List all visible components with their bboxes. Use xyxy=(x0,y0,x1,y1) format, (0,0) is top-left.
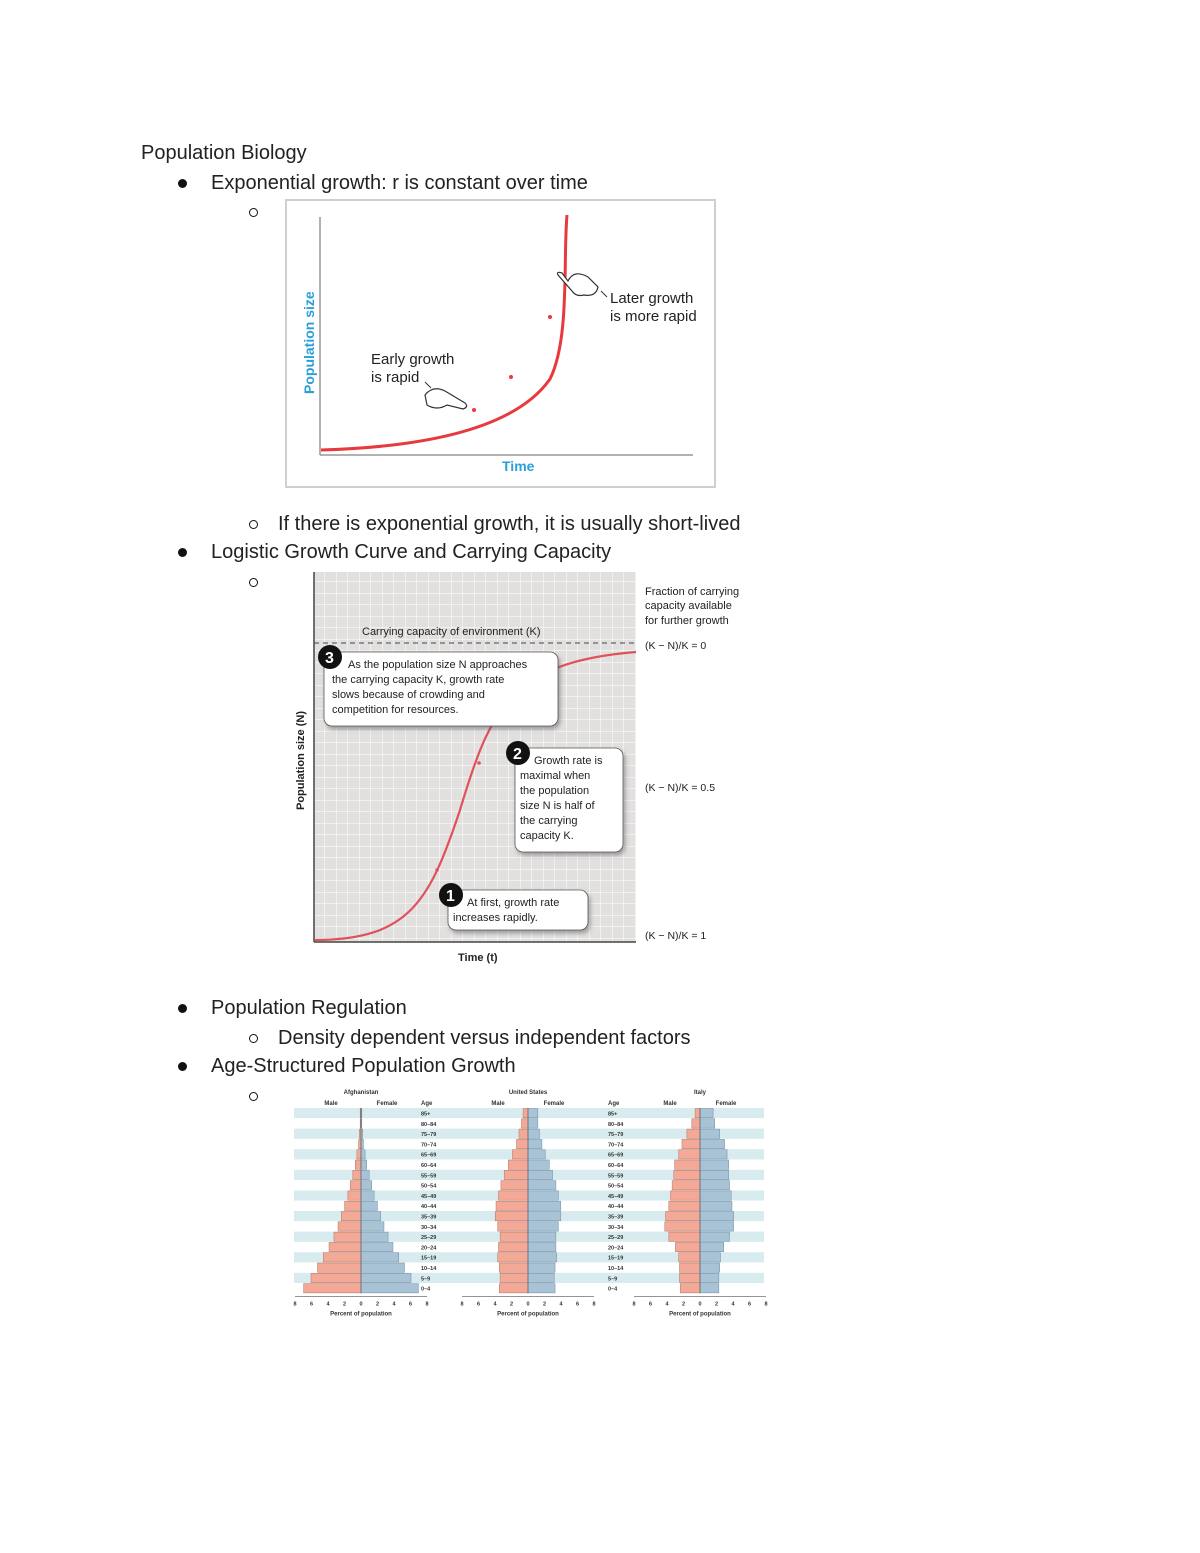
age-group-label: 5–9 xyxy=(608,1276,618,1283)
female-bar xyxy=(361,1242,393,1251)
age-group-label: 55–59 xyxy=(421,1173,437,1180)
sub-bullet-circle-icon xyxy=(249,520,258,529)
pyramid-x-tick-label: 4 xyxy=(392,1301,396,1308)
female-bar xyxy=(700,1232,730,1241)
callout-box-3 xyxy=(318,645,558,726)
female-bar xyxy=(700,1119,715,1128)
male-bar xyxy=(521,1119,528,1128)
female-bar xyxy=(361,1222,384,1231)
male-bar xyxy=(501,1181,528,1190)
male-bar xyxy=(695,1109,700,1118)
female-bar xyxy=(528,1160,549,1169)
age-group-label: 15–19 xyxy=(608,1255,624,1262)
male-bar xyxy=(323,1253,361,1262)
exponential-growth-figure xyxy=(285,199,717,489)
bullet-regulation xyxy=(178,997,407,1020)
age-group-label: 35–39 xyxy=(421,1214,437,1221)
age-group-label: 45–49 xyxy=(421,1193,437,1200)
sub-bullet-short-lived xyxy=(249,513,740,536)
male-bar xyxy=(512,1150,528,1159)
pyramid-x-tick-label: 0 xyxy=(698,1301,702,1308)
female-bar xyxy=(528,1150,545,1159)
callout-3-line1: As the population size N approaches xyxy=(348,659,528,671)
age-group-label: 70–74 xyxy=(608,1142,624,1149)
male-bar xyxy=(669,1201,700,1210)
male-bar xyxy=(348,1191,361,1200)
age-group-label: 40–44 xyxy=(608,1204,624,1211)
pyramid-x-axis-label: Percent of population xyxy=(497,1311,559,1318)
pyramid-x-tick-label: 4 xyxy=(493,1301,497,1308)
female-bar xyxy=(528,1273,554,1282)
pyramid-x-tick-label: 2 xyxy=(681,1301,686,1308)
male-bar xyxy=(679,1253,700,1262)
fraction-label-05: (K − N)/K = 0.5 xyxy=(645,782,716,794)
female-bar xyxy=(528,1181,556,1190)
step-1-number: 1 xyxy=(446,888,455,905)
female-bar xyxy=(700,1273,719,1282)
female-bar xyxy=(528,1284,555,1293)
callout-2-line1: Growth rate is xyxy=(534,755,603,767)
male-bar xyxy=(334,1232,361,1241)
female-bar xyxy=(528,1170,553,1179)
y-axis-label: Population size xyxy=(301,291,317,394)
age-group-label: 30–34 xyxy=(608,1224,624,1231)
page-title: Population Biology xyxy=(141,142,307,164)
pyramid-x-tick-label: 0 xyxy=(359,1301,363,1308)
callout-3-line3: slows because of crowding and xyxy=(332,689,485,701)
female-bar xyxy=(700,1253,721,1262)
x-axis-label: Time xyxy=(502,458,535,474)
male-bar xyxy=(311,1273,361,1282)
age-group-label: 15–19 xyxy=(421,1255,437,1262)
bullet-dot-icon xyxy=(178,179,187,188)
figure-frame xyxy=(286,200,715,487)
male-bar xyxy=(682,1139,700,1148)
callout-1-line1: At first, growth rate xyxy=(467,897,560,909)
female-bar xyxy=(361,1150,365,1159)
sub-bullet-circle-icon xyxy=(249,1092,258,1101)
step-2-number: 2 xyxy=(513,746,522,763)
female-bar xyxy=(700,1160,729,1169)
age-group-label: 5–9 xyxy=(421,1276,431,1283)
fraction-label-0: (K − N)/K = 0 xyxy=(645,640,707,652)
callout-3-line4: competition for resources. xyxy=(332,704,459,716)
sub-bullet-circle-icon xyxy=(249,578,258,587)
bullet-dot-icon xyxy=(178,1004,187,1013)
age-group-label: 85+ xyxy=(421,1111,431,1118)
male-label: Male xyxy=(324,1101,338,1107)
age-group-label: 55–59 xyxy=(608,1173,624,1180)
male-bar xyxy=(680,1284,700,1293)
female-bar xyxy=(700,1150,727,1159)
callout-box-2 xyxy=(506,741,623,852)
male-bar xyxy=(498,1222,528,1231)
male-bar xyxy=(674,1170,700,1179)
female-bar xyxy=(528,1232,556,1241)
female-bar xyxy=(700,1139,725,1148)
male-bar xyxy=(495,1212,528,1221)
right-header-line2: capacity available xyxy=(645,600,732,612)
bullet-text: Logistic Growth Curve and Carrying Capacity xyxy=(211,541,612,563)
bullet-text: Age-Structured Population Growth xyxy=(211,1055,516,1077)
pyramid-x-tick-label: 2 xyxy=(509,1301,514,1308)
male-bar xyxy=(500,1232,528,1241)
curve-marker xyxy=(548,315,552,319)
age-group-label: 65–69 xyxy=(421,1152,437,1159)
callout-1-line2: increases rapidly. xyxy=(453,912,538,924)
age-group-label: 80–84 xyxy=(608,1121,624,1128)
annotation-later-line2: is more rapid xyxy=(610,308,697,325)
pyramid-x-axis-label: Percent of population xyxy=(669,1311,731,1318)
male-label: Male xyxy=(663,1101,677,1107)
female-bar xyxy=(700,1284,719,1293)
age-group-label: 80–84 xyxy=(421,1121,437,1128)
age-group-label: 50–54 xyxy=(608,1183,624,1190)
male-bar xyxy=(359,1139,361,1148)
age-group-label: 60–64 xyxy=(608,1163,624,1169)
bullet-text: Density dependent versus independent factors xyxy=(278,1027,691,1049)
male-bar xyxy=(353,1170,361,1179)
male-bar xyxy=(519,1129,528,1138)
logistic-growth-figure xyxy=(290,570,770,970)
carrying-capacity-label: Carrying capacity of environment (K) xyxy=(362,626,541,638)
male-bar xyxy=(338,1222,361,1231)
callout-2-line3: the population xyxy=(520,785,590,797)
pyramid-x-tick-label: 0 xyxy=(526,1301,530,1308)
bullet-dot-icon xyxy=(178,1062,187,1071)
pyramid-x-tick-label: 8 xyxy=(592,1301,596,1308)
bullet-age-structured xyxy=(178,1055,516,1078)
pyramid-title: Italy xyxy=(693,1090,707,1096)
male-bar xyxy=(341,1212,361,1221)
age-group-label: 30–34 xyxy=(421,1224,437,1231)
female-bar xyxy=(700,1129,720,1138)
pyramid-x-tick-label: 8 xyxy=(632,1301,636,1308)
annotation-early-line2: is rapid xyxy=(371,369,420,386)
female-bar xyxy=(528,1242,556,1251)
pyramid-x-tick-label: 4 xyxy=(326,1301,330,1308)
male-bar xyxy=(498,1253,528,1262)
sub-bullet-density xyxy=(249,1027,691,1050)
pyramid-x-tick-label: 6 xyxy=(408,1301,413,1308)
male-bar xyxy=(670,1191,700,1200)
age-group-label: 25–29 xyxy=(608,1235,624,1242)
callout-2-line6: capacity K. xyxy=(520,830,574,842)
female-bar xyxy=(528,1263,555,1272)
female-bar xyxy=(700,1191,731,1200)
pyramid-title: United States xyxy=(508,1090,548,1096)
female-bar xyxy=(361,1284,418,1293)
pyramid-x-tick-label: 6 xyxy=(747,1301,752,1308)
female-bar xyxy=(361,1139,363,1148)
female-bar xyxy=(361,1263,404,1272)
annotation-later-line1: Later growth xyxy=(610,290,694,307)
male-bar xyxy=(345,1201,361,1210)
age-group-label: 85+ xyxy=(608,1111,618,1118)
pyramid-x-tick-label: 2 xyxy=(342,1301,347,1308)
age-group-label: 0–4 xyxy=(421,1286,431,1293)
female-label: Female xyxy=(715,1101,737,1107)
male-bar xyxy=(675,1242,700,1251)
pyramid-x-tick-label: 8 xyxy=(425,1301,429,1308)
pyramid-x-tick-label: 2 xyxy=(714,1301,719,1308)
callout-2-line2: maximal when xyxy=(520,770,591,782)
female-bar xyxy=(361,1273,411,1282)
female-bar xyxy=(361,1201,377,1210)
male-bar xyxy=(508,1160,528,1169)
pyramid-x-tick-label: 4 xyxy=(731,1301,735,1308)
age-group-label: 35–39 xyxy=(608,1214,624,1221)
female-bar xyxy=(700,1170,729,1179)
female-bar xyxy=(528,1201,561,1210)
age-column-header: Age xyxy=(608,1101,620,1107)
bullet-exponential xyxy=(178,172,588,195)
male-bar xyxy=(499,1284,528,1293)
pyramid-x-tick-label: 8 xyxy=(460,1301,464,1308)
male-bar xyxy=(680,1263,701,1272)
right-header-line3: for further growth xyxy=(645,615,729,627)
age-group-label: 20–24 xyxy=(608,1245,624,1252)
curve-marker xyxy=(435,868,439,872)
step-3-number: 3 xyxy=(325,650,334,667)
female-bar xyxy=(528,1212,561,1221)
sub-bullet-circle-icon xyxy=(249,1034,258,1043)
male-bar xyxy=(680,1273,701,1282)
male-label: Male xyxy=(491,1101,505,1107)
pyramid-x-tick-label: 4 xyxy=(559,1301,563,1308)
male-bar xyxy=(496,1201,528,1210)
female-bar xyxy=(700,1242,724,1251)
pyramid-x-tick-label: 2 xyxy=(542,1301,547,1308)
male-bar xyxy=(304,1284,361,1293)
male-bar xyxy=(517,1139,528,1148)
female-bar xyxy=(528,1129,539,1138)
pyramid-x-tick-label: 6 xyxy=(648,1301,653,1308)
female-bar xyxy=(361,1212,381,1221)
female-bar xyxy=(361,1191,374,1200)
pyramid-x-tick-label: 4 xyxy=(665,1301,669,1308)
male-bar xyxy=(357,1150,361,1159)
pyramid-title: Afghanistan xyxy=(343,1090,379,1096)
female-bar xyxy=(700,1201,732,1210)
pyramid-x-tick-label: 6 xyxy=(476,1301,481,1308)
female-bar xyxy=(528,1253,557,1262)
male-bar xyxy=(329,1242,361,1251)
age-group-label: 10–14 xyxy=(421,1266,437,1272)
age-group-label: 45–49 xyxy=(608,1193,624,1200)
female-label: Female xyxy=(543,1101,565,1107)
curve-marker xyxy=(477,761,481,765)
age-group-label: 40–44 xyxy=(421,1204,437,1211)
male-bar xyxy=(692,1119,700,1128)
female-bar xyxy=(700,1181,730,1190)
male-bar xyxy=(687,1129,700,1138)
pyramid-x-tick-label: 8 xyxy=(293,1301,297,1308)
female-bar xyxy=(528,1109,538,1118)
curve-marker xyxy=(472,408,476,412)
age-group-label: 0–4 xyxy=(608,1286,618,1293)
bullet-logistic xyxy=(178,541,611,564)
age-group-label: 20–24 xyxy=(421,1245,437,1252)
male-bar xyxy=(355,1160,361,1169)
age-group-label: 60–64 xyxy=(421,1163,437,1169)
fraction-label-1: (K − N)/K = 1 xyxy=(645,930,707,942)
female-bar xyxy=(361,1181,372,1190)
callout-2-line4: size N is half of xyxy=(520,800,595,812)
y-axis-label: Population size (N) xyxy=(295,711,307,810)
age-group-label: 65–69 xyxy=(608,1152,624,1159)
male-bar xyxy=(498,1242,528,1251)
callout-3-line2: the carrying capacity K, growth rate xyxy=(332,674,505,686)
x-axis-label: Time (t) xyxy=(458,952,498,964)
male-bar xyxy=(665,1222,700,1231)
pyramid-x-tick-label: 2 xyxy=(375,1301,380,1308)
male-bar xyxy=(669,1232,700,1241)
pyramid-x-tick-label: 6 xyxy=(575,1301,580,1308)
age-pyramids-figure xyxy=(290,1086,770,1326)
sub-bullet-circle-icon xyxy=(249,208,258,217)
female-bar xyxy=(700,1212,734,1221)
curve-marker xyxy=(509,375,513,379)
male-bar xyxy=(523,1109,528,1118)
age-group-label: 50–54 xyxy=(421,1183,437,1190)
female-bar xyxy=(361,1170,369,1179)
age-column-header: Age xyxy=(421,1101,433,1107)
pyramid-x-tick-label: 8 xyxy=(764,1301,768,1308)
age-group-label: 75–79 xyxy=(608,1132,624,1139)
male-bar xyxy=(498,1191,528,1200)
pyramid-x-tick-label: 6 xyxy=(309,1301,314,1308)
bullet-text: Exponential growth: r is constant over time xyxy=(211,172,588,194)
female-bar xyxy=(361,1160,367,1169)
age-group-label: 75–79 xyxy=(421,1132,437,1139)
male-bar xyxy=(672,1181,700,1190)
female-label: Female xyxy=(376,1101,398,1107)
age-group-label: 70–74 xyxy=(421,1142,437,1149)
age-group-label: 10–14 xyxy=(608,1266,624,1272)
male-bar xyxy=(675,1160,700,1169)
female-bar xyxy=(700,1263,720,1272)
callout-box-1 xyxy=(439,883,588,930)
pyramid-x-axis-label: Percent of population xyxy=(330,1311,392,1318)
callout-2-line5: the carrying xyxy=(520,815,578,827)
male-bar xyxy=(350,1181,361,1190)
annotation-early-line1: Early growth xyxy=(371,351,455,368)
right-header-line1: Fraction of carrying xyxy=(645,586,740,598)
female-bar xyxy=(528,1222,558,1231)
male-bar xyxy=(679,1150,700,1159)
male-bar xyxy=(499,1263,528,1272)
female-bar xyxy=(528,1119,538,1128)
female-bar xyxy=(700,1109,713,1118)
female-bar xyxy=(528,1139,542,1148)
bullet-dot-icon xyxy=(178,548,187,557)
male-bar xyxy=(318,1263,361,1272)
age-group-label: 25–29 xyxy=(421,1235,437,1242)
female-bar xyxy=(700,1222,734,1231)
male-bar xyxy=(500,1273,528,1282)
female-bar xyxy=(528,1191,558,1200)
female-bar xyxy=(361,1253,399,1262)
male-bar xyxy=(666,1212,700,1221)
male-bar xyxy=(504,1170,528,1179)
bullet-text: Population Regulation xyxy=(211,997,407,1019)
female-bar xyxy=(361,1232,388,1241)
bullet-text: If there is exponential growth, it is usually short-lived xyxy=(278,513,741,535)
